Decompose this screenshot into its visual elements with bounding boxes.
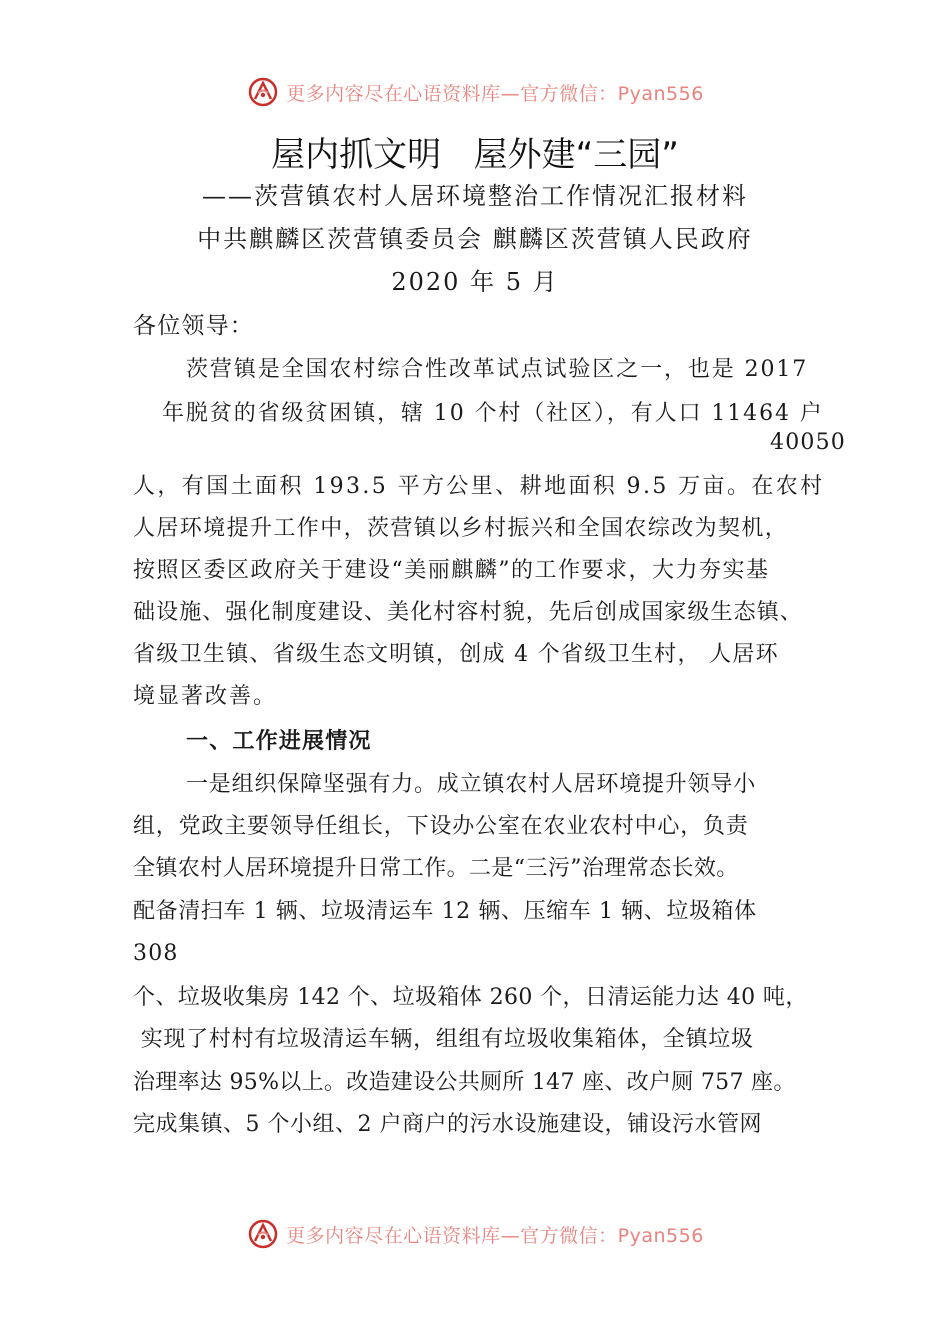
body-line: 境显著改善。: [133, 684, 278, 709]
body-line: 人，有国土面积 193.5 平方公里、耕地面积 9.5 万亩。在农村: [133, 474, 825, 499]
body-line: 治理率达 95%以上。改造建设公共厕所 147 座、改户厕 757 座。: [133, 1070, 796, 1095]
document-title: 屋内抓文明 屋外建“三园”: [271, 135, 679, 175]
body-line: 组，党政主要领导任组长，下设办公室在农业农村中心，负责: [133, 814, 749, 839]
watermark-text: 更多内容尽在心语资料库—官方微信：Pyan556: [286, 82, 704, 105]
body-line: 全镇农村人居环境提升日常工作。二是“三污”治理常态长效。: [133, 856, 739, 881]
body-line: 完成集镇、5 个小组、2 户商户的污水设施建设，铺设污水管网: [133, 1112, 762, 1137]
body-line: 实现了村村有垃圾清运车辆，组组有垃圾收集箱体，全镇垃圾: [133, 1027, 754, 1052]
body-line: 茨营镇是全国农村综合性改革试点试验区之一，也是 2017: [186, 357, 809, 382]
body-line: 础设施、强化制度建设、美化村容村貌，先后创成国家级生态镇、: [133, 600, 803, 625]
section-heading: 一、工作进展情况: [186, 729, 372, 754]
watermark-banner-bottom: [0, 1214, 950, 1254]
body-line: 一是组织保障坚强有力。成立镇农村人居环境提升领导小: [186, 772, 757, 797]
document-subtitle: ——茨营镇农村人居环境整治工作情况汇报材料: [202, 182, 748, 210]
document-issuer: 中共麒麟区茨营镇委员会 麒麟区茨营镇人民政府: [197, 225, 753, 253]
watermark-banner-top: [0, 72, 950, 112]
body-line: 40050: [770, 430, 846, 455]
body-line: 308: [133, 941, 179, 966]
brand-logo-icon: [246, 75, 280, 109]
salutation: 各位领导：: [133, 313, 254, 339]
body-line: 按照区委区政府关于建设“美丽麒麟”的工作要求，大力夯实基: [133, 558, 770, 583]
body-line: 省级卫生镇、省级生态文明镇，创成 4 个省级卫生村， 人居环: [133, 642, 779, 667]
body-line: 人居环境提升工作中，茨营镇以乡村振兴和全国农综改为契机，: [133, 516, 789, 541]
body-line: 配备清扫车 1 辆、垃圾清运车 12 辆、压缩车 1 辆、垃圾箱体: [133, 899, 757, 924]
document-date: 2020 年 5 月: [391, 268, 559, 296]
body-line: 年脱贫的省级贫困镇，辖 10 个村（社区），有人口 11464 户: [162, 401, 824, 426]
brand-logo-icon: [246, 1217, 280, 1251]
body-line: 个、垃圾收集房 142 个、垃圾箱体 260 个，日清运能力达 40 吨，: [133, 985, 808, 1010]
watermark-text: 更多内容尽在心语资料库—官方微信：Pyan556: [286, 1224, 704, 1247]
